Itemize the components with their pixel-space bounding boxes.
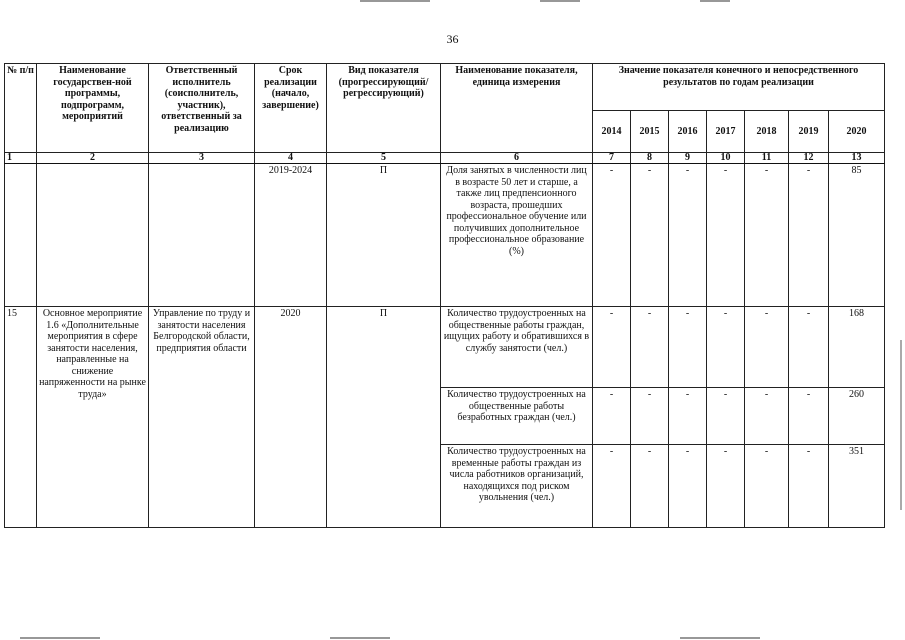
- row-value: 168: [829, 307, 885, 388]
- scan-edge-right: [900, 340, 902, 510]
- row-indicator: Количество трудоустроенных на общественные работы граждан, ищущих работу и обратившихся в службу занятости (чел.): [441, 307, 593, 388]
- row-name: Основное мероприятие 1.6 «Дополнительные мероприятия в сфере занятости населения, направленные на снижение напряженности на рынке труда»: [37, 307, 149, 528]
- column-number: 10: [707, 153, 745, 164]
- row-value: -: [745, 164, 789, 307]
- row-value: -: [631, 445, 669, 528]
- row-value: -: [669, 445, 707, 528]
- row-name-cell: [37, 164, 149, 307]
- header-year: 2015: [631, 111, 669, 153]
- header-indicator-type: Вид показателя (прогрессирующий/ регрессирующий): [327, 64, 441, 153]
- column-number: 4: [255, 153, 327, 164]
- column-number: 2: [37, 153, 149, 164]
- header-period: Срок реализации (начало, завершение): [255, 64, 327, 153]
- column-number: 6: [441, 153, 593, 164]
- row-responsible: Управление по труду и занятости населения Белгородской области, предприятия области: [149, 307, 255, 528]
- row-indicator: Количество трудоустроенных на общественные работы безработных граждан (чел.): [441, 388, 593, 445]
- header-year: 2018: [745, 111, 789, 153]
- column-number: 7: [593, 153, 631, 164]
- row-num: 15: [5, 307, 37, 528]
- row-value: 85: [829, 164, 885, 307]
- row-value: -: [593, 445, 631, 528]
- table-row: [5, 307, 885, 388]
- scan-mark-top: [540, 0, 580, 2]
- row-value: -: [631, 164, 669, 307]
- row-value: -: [707, 307, 745, 388]
- column-number: 8: [631, 153, 669, 164]
- header-indicator-name: Наименование показателя, единица измерения: [441, 64, 593, 153]
- column-number: 12: [789, 153, 829, 164]
- column-number: 1: [5, 153, 37, 164]
- scan-mark-bottom: [20, 637, 100, 639]
- header-year: 2020: [829, 111, 885, 153]
- scan-mark-top: [360, 0, 430, 2]
- row-value: -: [631, 307, 669, 388]
- column-number: 13: [829, 153, 885, 164]
- row-value: -: [669, 388, 707, 445]
- row-period: 2019-2024: [255, 164, 327, 307]
- row-value: -: [745, 388, 789, 445]
- header-year: 2017: [707, 111, 745, 153]
- row-value: -: [707, 164, 745, 307]
- header-responsible: Ответственный исполнитель (соисполнитель, участник), ответственный за реализацию: [149, 64, 255, 153]
- scan-mark-top: [700, 0, 730, 2]
- page-number: 36: [446, 32, 459, 46]
- header-name: Наименование государствен-ной программы, подпрограмм, мероприятий: [37, 64, 149, 153]
- row-indicator: Доля занятых в численности лиц в возрасте 50 лет и старше, а также лиц предпенсионного возраста, прошедших профессиональное обучение или получивших дополнительное профессиональное образование (%): [441, 164, 593, 307]
- column-number: 3: [149, 153, 255, 164]
- column-number: 9: [669, 153, 707, 164]
- column-number: 11: [745, 153, 789, 164]
- header-values-group: Значение показателя конечного и непосредственного результатов по годам реализации: [593, 64, 885, 111]
- row-value: -: [593, 388, 631, 445]
- header-year: 2016: [669, 111, 707, 153]
- row-value: -: [789, 307, 829, 388]
- row-value: -: [745, 307, 789, 388]
- row-period: 2020: [255, 307, 327, 528]
- column-number: 5: [327, 153, 441, 164]
- scan-mark-bottom: [680, 637, 760, 639]
- row-type: П: [327, 164, 441, 307]
- row-type: П: [327, 307, 441, 528]
- row-value: -: [707, 388, 745, 445]
- table-row: [5, 164, 885, 307]
- column-number-row: [5, 153, 885, 164]
- row-value: -: [593, 164, 631, 307]
- row-value: -: [631, 388, 669, 445]
- header-num: № п/п: [5, 64, 37, 153]
- row-value: -: [669, 307, 707, 388]
- scan-mark-bottom: [330, 637, 390, 639]
- row-value: -: [593, 307, 631, 388]
- row-value: -: [669, 164, 707, 307]
- row-value: 260: [829, 388, 885, 445]
- header-year: 2019: [789, 111, 829, 153]
- row-value: 351: [829, 445, 885, 528]
- row-value: -: [707, 445, 745, 528]
- header-year: 2014: [593, 111, 631, 153]
- row-value: -: [789, 445, 829, 528]
- row-value: -: [789, 388, 829, 445]
- row-value: -: [789, 164, 829, 307]
- row-num-cell: [5, 164, 37, 307]
- header-row: [5, 64, 885, 111]
- row-indicator: Количество трудоустроенных на временные работы граждан из числа работников организаций, находящихся под риском увольнения (чел.): [441, 445, 593, 528]
- row-value: -: [745, 445, 789, 528]
- row-responsible-cell: [149, 164, 255, 307]
- program-table: [4, 63, 885, 528]
